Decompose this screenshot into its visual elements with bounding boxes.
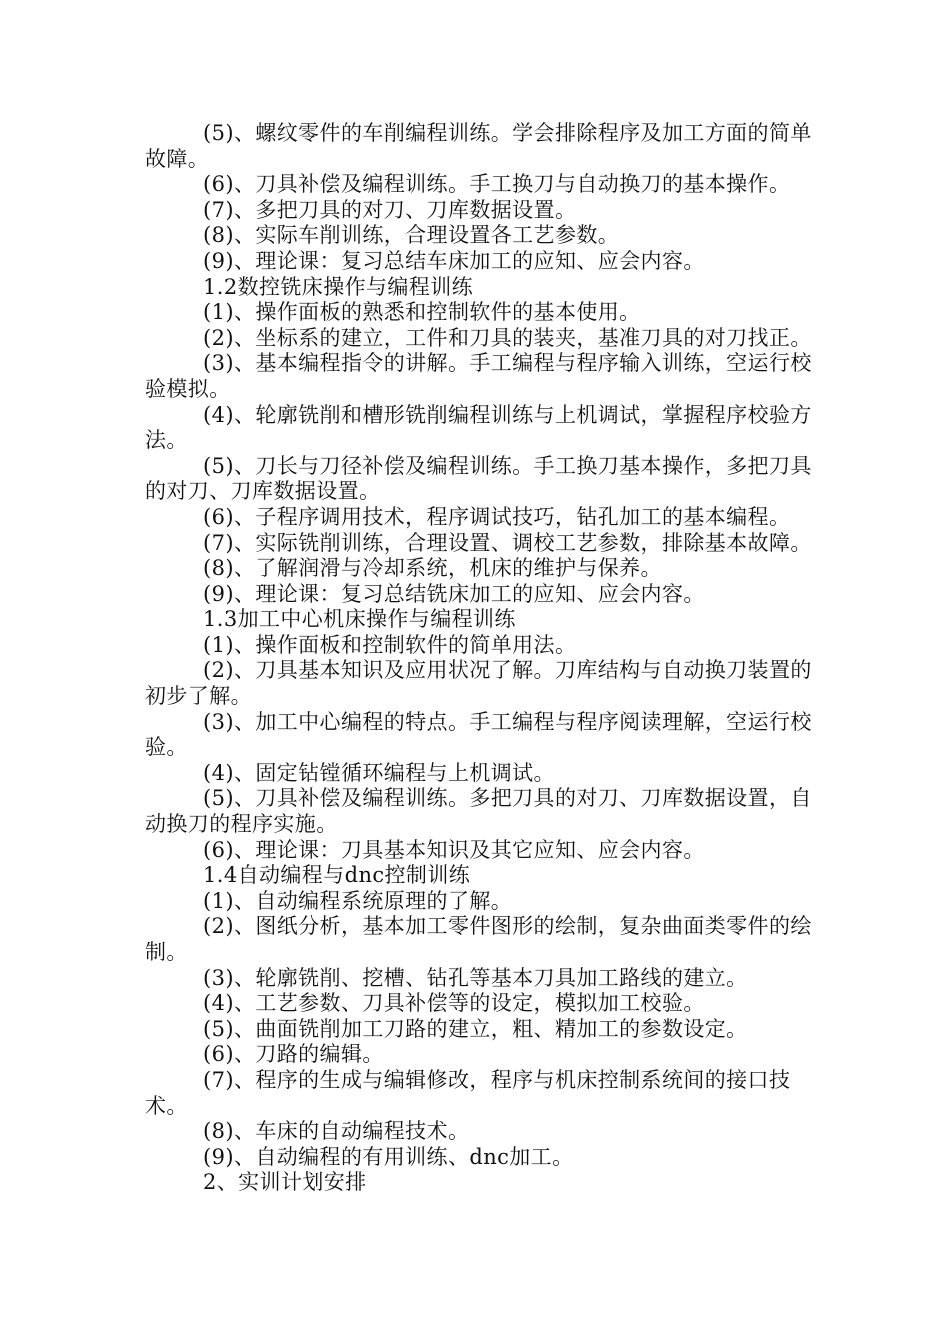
paragraph: (9)、理论课：复习总结车床加工的应知、应会内容。 (203, 248, 705, 273)
paragraph: (3)、轮廓铣削、挖槽、钻孔等基本刀具加工路线的建立。 (203, 965, 748, 990)
paragraph: (7)、程序的生成与编辑修改，程序与机床控制系统间的接口技术。 (145, 1067, 791, 1118)
section-heading: 2、实训计划安排 (203, 1170, 367, 1195)
paragraph: (8)、车床的自动编程技术。 (203, 1119, 470, 1144)
paragraph: (3)、加工中心编程的特点。手工编程与程序阅读理解，空运行校验。 (145, 709, 812, 760)
paragraph: (5)、刀具补偿及编程训练。多把刀具的对刀、刀库数据设置，自动换刀的程序实施。 (145, 786, 812, 837)
paragraph: (5)、螺纹零件的车削编程训练。学会排除程序及加工方面的简单故障。 (145, 121, 812, 171)
paragraph: (7)、多把刀具的对刀、刀库数据设置。 (203, 197, 577, 222)
paragraph: (4)、轮廓铣削和槽形铣削编程训练与上机调试，掌握程序校验方法。 (145, 402, 812, 453)
paragraph: (6)、刀路的编辑。 (203, 1042, 384, 1067)
paragraph: (8)、了解润滑与冷却系统，机床的维护与保养。 (203, 556, 662, 581)
paragraph: (6)、子程序调用技术，程序调试技巧，钻孔加工的基本编程。 (203, 504, 791, 529)
section-heading: 1.4自动编程与dnc控制训练 (203, 863, 471, 888)
document-body (145, 121, 815, 1196)
paragraph: (1)、操作面板的熟悉和控制软件的基本使用。 (203, 300, 641, 325)
paragraph: (5)、刀长与刀径补偿及编程训练。手工换刀基本操作，多把刀具的对刀、刀库数据设置。 (145, 453, 812, 504)
paragraph: (4)、固定钻镗循环编程与上机调试。 (203, 760, 555, 785)
paragraph: (6)、理论课：刀具基本知识及其它应知、应会内容。 (203, 837, 705, 862)
paragraph: (9)、理论课：复习总结铣床加工的应知、应会内容。 (203, 581, 705, 606)
paragraph: (3)、基本编程指令的讲解。手工编程与程序输入训练，空运行校验模拟。 (145, 351, 812, 401)
paragraph: (1)、自动编程系统原理的了解。 (203, 888, 513, 913)
paragraph: (7)、实际铣削训练，合理设置、调校工艺参数，排除基本故障。 (203, 530, 812, 555)
paragraph: (2)、图纸分析，基本加工零件图形的绘制，复杂曲面类零件的绘制。 (145, 914, 812, 964)
paragraph: (8)、实际车削训练，合理设置各工艺参数。 (203, 223, 620, 248)
paragraph: (2)、坐标系的建立，工件和刀具的装夹，基准刀具的对刀找正。 (203, 325, 812, 350)
paragraph: (6)、刀具补偿及编程训练。手工换刀与自动换刀的基本操作。 (203, 172, 791, 197)
paragraph: (1)、操作面板和控制软件的简单用法。 (203, 632, 577, 657)
section-heading: 1.3加工中心机床操作与编程训练 (203, 607, 516, 632)
section-heading: 1.2数控铣床操作与编程训练 (203, 274, 473, 299)
paragraph: (9)、自动编程的有用训练、dnc加工。 (203, 1144, 574, 1169)
paragraph: (2)、刀具基本知识及应用状况了解。刀库结构与自动换刀装置的初步了解。 (145, 658, 812, 709)
paragraph: (4)、工艺参数、刀具补偿等的设定，模拟加工校验。 (203, 991, 705, 1016)
paragraph: (5)、曲面铣削加工刀路的建立，粗、精加工的参数设定。 (203, 1016, 748, 1041)
